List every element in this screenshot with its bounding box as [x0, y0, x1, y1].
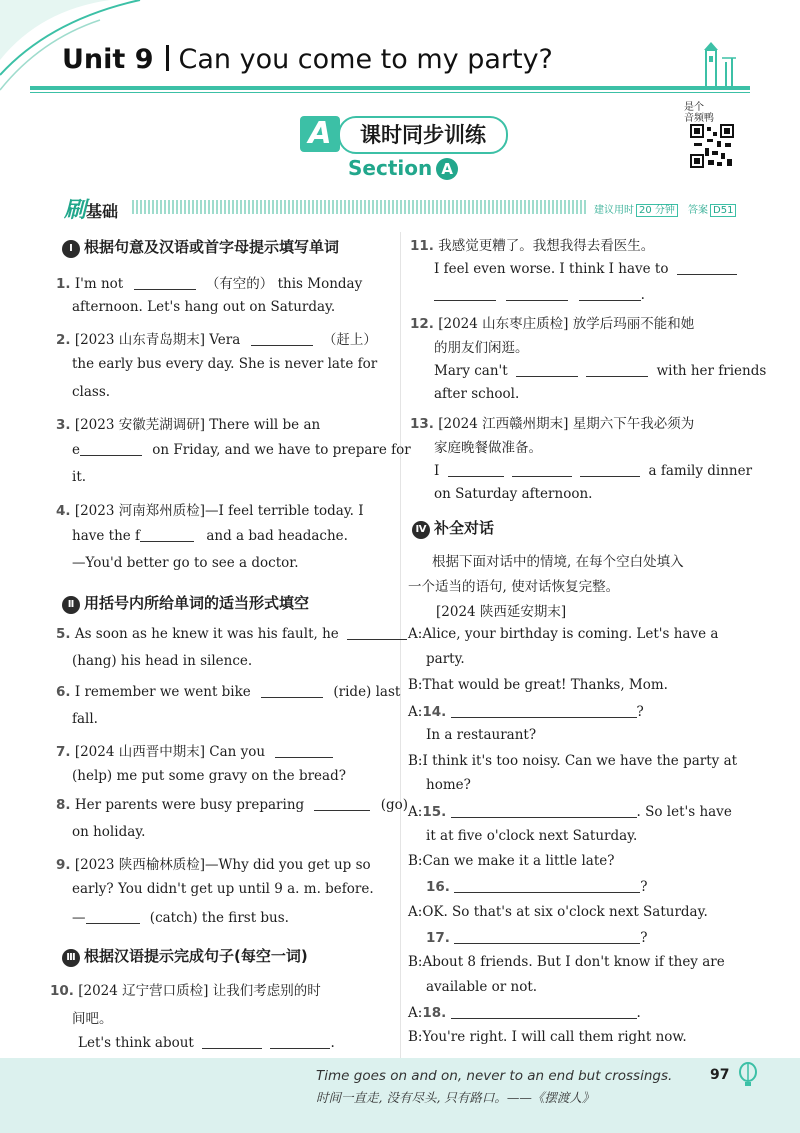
header-rule-thin	[30, 92, 750, 93]
question-text: Let's think about	[78, 1035, 194, 1051]
roman-numeral: Ⅲ	[62, 949, 80, 967]
speaker-label: B:	[408, 954, 423, 970]
answer-blank[interactable]	[270, 1034, 330, 1049]
dialogue-text: it at five o'clock next Saturday.	[426, 828, 638, 844]
answer-blank[interactable]	[134, 275, 196, 290]
question-text: (ride) last	[333, 684, 401, 700]
dialogue-text: Can we make it a little late?	[422, 853, 615, 869]
question-text: [2023 安徽芜湖调研] There will be an	[74, 417, 321, 433]
speaker-label: B:	[408, 677, 423, 693]
answer-blank[interactable]	[140, 527, 194, 542]
question-2	[56, 328, 377, 348]
speaker-label: A:	[408, 1005, 423, 1021]
dialogue-line	[408, 677, 668, 693]
question-10	[50, 979, 321, 999]
section-heading-1	[62, 236, 339, 258]
decorative-strip	[132, 200, 588, 214]
question-text: the early bus every day. She is never late for	[72, 356, 378, 372]
dialogue-text: That would be great! Thanks, Mom.	[422, 677, 668, 693]
question-text	[434, 286, 645, 303]
question-text: on Saturday afternoon.	[434, 486, 593, 502]
question-text: [2024 辽宁营口质检] 让我们考虑别的时	[78, 983, 321, 999]
dialogue-text: . So let's have	[636, 804, 732, 820]
question-text: （有空的） this Monday	[205, 276, 363, 292]
question-text: fall.	[72, 711, 98, 727]
question-number: 2.	[56, 332, 71, 348]
question-text	[78, 1034, 335, 1051]
section-heading-3	[62, 945, 308, 967]
dialogue-line	[408, 753, 737, 769]
question-text: 间吧。	[72, 1011, 113, 1027]
section-label: Section	[348, 156, 433, 180]
punctuation: ?	[640, 879, 648, 895]
question-text: I'm not	[74, 276, 124, 292]
question-number: 7.	[56, 744, 71, 760]
answer-blank[interactable]	[86, 909, 140, 924]
answer-blank[interactable]	[80, 441, 142, 456]
blank-number: 17.	[426, 930, 450, 946]
question-text: [2024 山西晋中期末] Can you	[74, 744, 266, 760]
dialogue-line	[408, 853, 614, 869]
dialogue-text: You're right. I will call them right now.	[422, 1029, 687, 1045]
speaker-label: A:	[408, 804, 423, 820]
dialogue-text: About 8 friends. But I don't know if they are	[422, 954, 725, 970]
brush-char: 刷	[64, 198, 87, 223]
section-heading-text: 根据句意及汉语或首字母提示填写单词	[84, 238, 340, 256]
dialogue-text: Alice, your birthday is coming. Let's have a	[422, 626, 719, 642]
roman-numeral: Ⅰ	[62, 240, 80, 258]
speaker-label: B:	[408, 1029, 423, 1045]
answer-blank[interactable]	[580, 462, 640, 477]
answer-blank[interactable]	[347, 625, 407, 640]
answer-blank[interactable]	[512, 462, 572, 477]
question-7	[56, 740, 333, 760]
section-heading-text: 补全对话	[434, 519, 495, 537]
dialogue-text: In a restaurant?	[426, 727, 537, 743]
qr-code-icon[interactable]	[690, 124, 734, 168]
question-text: [2023 河南郑州质检]—I feel terrible today. I	[74, 503, 364, 519]
section-heading-4	[412, 517, 494, 539]
instruction-text: 一个适当的语句, 使对话恢复完整。	[408, 579, 620, 595]
answer-blank[interactable]	[314, 796, 370, 811]
unit-title: Can you come to my party?	[178, 44, 553, 75]
page-number: 97	[710, 1067, 730, 1083]
question-text: Mary can't	[434, 363, 508, 379]
dialogue-text: home?	[426, 777, 471, 793]
answer-ref	[688, 201, 736, 216]
answer-blank[interactable]	[454, 929, 640, 944]
question-12	[410, 312, 694, 332]
question-text: on Friday, and we have to prepare for	[152, 442, 411, 458]
lesson-banner: 课时同步训练	[338, 116, 508, 154]
question-text: Her parents were busy preparing	[74, 797, 305, 813]
unit-label: Unit 9	[62, 44, 154, 75]
question-4	[56, 499, 364, 519]
question-text: [2024 山东枣庄质检] 放学后玛丽不能和她	[438, 316, 695, 332]
answer-blank[interactable]	[451, 703, 637, 718]
question-text	[434, 362, 766, 379]
qr-caption	[684, 102, 714, 124]
initial-letter: e	[72, 442, 80, 458]
basics-label: 基础	[86, 202, 119, 221]
question-text: As soon as he knew it was his fault, he	[74, 626, 339, 642]
question-text: (go)	[380, 797, 409, 813]
question-text: [2023 陕西榆林质检]—Why did you get up so	[74, 857, 371, 873]
lesson-badge: A	[300, 116, 340, 152]
footer-quote-cn: 时间一直走, 没有尽头, 只有路口。——《摆渡人》	[316, 1090, 595, 1105]
answer-blank[interactable]	[275, 743, 333, 758]
suggested-time	[594, 201, 678, 216]
section-letter: A	[436, 158, 458, 180]
answer-blank[interactable]	[579, 286, 641, 301]
speaker-label: A:	[408, 704, 423, 720]
question-text: 我感觉更糟了。我想我得去看医生。	[438, 238, 655, 254]
section-heading-text: 根据汉语提示完成句子(每空一词)	[84, 947, 308, 965]
question-9	[56, 853, 371, 873]
answer-blank[interactable]	[506, 286, 568, 301]
dialogue-line	[426, 878, 647, 895]
question-8	[56, 796, 408, 813]
period: .	[330, 1035, 335, 1051]
answer-blank[interactable]	[586, 362, 648, 377]
footer-quote-en: Time goes on and on, never to an end but crossings.	[316, 1068, 673, 1084]
section-title	[348, 156, 458, 180]
question-text	[72, 909, 289, 926]
speaker-label: A:	[408, 626, 423, 642]
answer-label: 答案	[688, 205, 708, 216]
question-1	[56, 272, 362, 292]
question-text	[434, 462, 752, 479]
blank-number: 16.	[426, 879, 450, 895]
source-tag: [2024 陕西延安期末]	[436, 604, 567, 620]
dash: —	[72, 910, 86, 926]
question-text	[434, 260, 737, 277]
answer-blank[interactable]	[677, 260, 737, 275]
section-heading-2	[62, 592, 309, 614]
instruction-text: 根据下面对话中的情境, 在每个空白处填入	[432, 554, 684, 570]
question-11	[410, 234, 654, 254]
speaker-label: B:	[408, 853, 423, 869]
question-number: 1.	[56, 276, 71, 292]
roman-numeral: Ⅳ	[412, 521, 430, 539]
punctuation: ?	[640, 930, 648, 946]
header-rule	[30, 86, 750, 90]
dialogue-text: available or not.	[426, 979, 538, 995]
dialogue-line	[408, 954, 725, 970]
dialogue-text: I think it's too noisy. Can we have the party at	[422, 753, 738, 769]
dialogue-line	[408, 626, 718, 642]
question-text	[72, 441, 411, 458]
time-label: 建议用时	[594, 205, 634, 216]
question-text: (help) me put some gravy on the bread?	[72, 768, 346, 784]
punctuation: .	[636, 1005, 641, 1021]
brush-basics-logo	[64, 193, 118, 224]
answer-blank[interactable]	[516, 362, 578, 377]
question-number: 11.	[410, 238, 434, 254]
question-text: a family dinner	[648, 463, 753, 479]
question-number: 9.	[56, 857, 71, 873]
answer-blank[interactable]	[434, 286, 496, 301]
question-5	[56, 625, 407, 642]
time-value: 20 分钟	[636, 204, 678, 217]
dialogue-line	[408, 1029, 687, 1045]
question-text: （赶上）	[322, 332, 377, 348]
question-text: 家庭晚餐做准备。	[434, 440, 542, 456]
question-text	[72, 527, 348, 544]
question-text: [2023 山东青岛期末] Vera	[74, 332, 241, 348]
blank-number: 14.	[422, 704, 447, 720]
question-3	[56, 413, 320, 433]
blank-number: 15.	[422, 804, 447, 820]
section-heading-text: 用括号内所给单词的适当形式填空	[84, 594, 310, 612]
question-number: 12.	[410, 316, 434, 332]
question-text: on holiday.	[72, 824, 146, 840]
question-text: and a bad headache.	[206, 528, 348, 544]
qr-caption-line2: 音频鸭	[684, 113, 714, 124]
question-number: 4.	[56, 503, 71, 519]
question-number: 8.	[56, 797, 71, 813]
question-number: 10.	[50, 983, 74, 999]
dialogue-line	[408, 703, 644, 720]
question-6	[56, 683, 400, 700]
dialogue-line	[408, 904, 708, 920]
question-text: I feel even worse. I think I have to	[434, 261, 669, 277]
answer-blank[interactable]	[448, 462, 504, 477]
question-text: after school.	[434, 386, 520, 402]
dialogue-text: party.	[426, 651, 465, 667]
qr-caption-line1: 是个	[684, 102, 704, 113]
question-text: afternoon. Let's hang out on Saturday.	[72, 299, 336, 315]
blank-number: 18.	[422, 1005, 447, 1021]
question-text: it.	[72, 469, 87, 485]
question-text: 的朋友们闲逛。	[434, 340, 529, 356]
question-text: (hang) his head in silence.	[72, 653, 253, 669]
answer-blank[interactable]	[454, 878, 640, 893]
dialogue-line	[426, 929, 647, 946]
answer-blank[interactable]	[451, 803, 637, 818]
title-separator	[166, 45, 169, 71]
column-divider	[400, 232, 401, 1058]
roman-numeral: Ⅱ	[62, 596, 80, 614]
question-text: [2024 江西赣州期末] 星期六下午我必须为	[438, 416, 695, 432]
dialogue-line	[408, 803, 732, 820]
question-number: 6.	[56, 684, 71, 700]
question-text: early? You didn't get up until 9 a. m. before.	[72, 881, 374, 897]
dialogue-line	[408, 1004, 641, 1021]
question-text: have the f	[72, 528, 141, 544]
question-number: 3.	[56, 417, 71, 433]
answer-blank[interactable]	[451, 1004, 637, 1019]
question-text: I remember we went bike	[74, 684, 251, 700]
speaker-label: A:	[408, 904, 423, 920]
question-text: I	[434, 463, 440, 479]
punctuation: ?	[636, 704, 644, 720]
question-text: —You'd better go to see a doctor.	[72, 555, 299, 571]
question-number: 13.	[410, 416, 434, 432]
question-text: (catch) the first bus.	[149, 910, 289, 926]
dialogue-text: OK. So that's at six o'clock next Saturday.	[422, 904, 708, 920]
answer-blank[interactable]	[251, 331, 313, 346]
period: .	[640, 287, 645, 303]
question-text: class.	[72, 384, 111, 400]
balloon-icon	[738, 1062, 758, 1092]
unit-heading	[62, 44, 553, 75]
question-text: with her friends	[656, 363, 767, 379]
answer-page: D51	[710, 204, 736, 217]
speaker-label: B:	[408, 753, 423, 769]
answer-blank[interactable]	[261, 683, 323, 698]
answer-blank[interactable]	[202, 1034, 262, 1049]
question-13	[410, 412, 694, 432]
question-number: 5.	[56, 626, 71, 642]
